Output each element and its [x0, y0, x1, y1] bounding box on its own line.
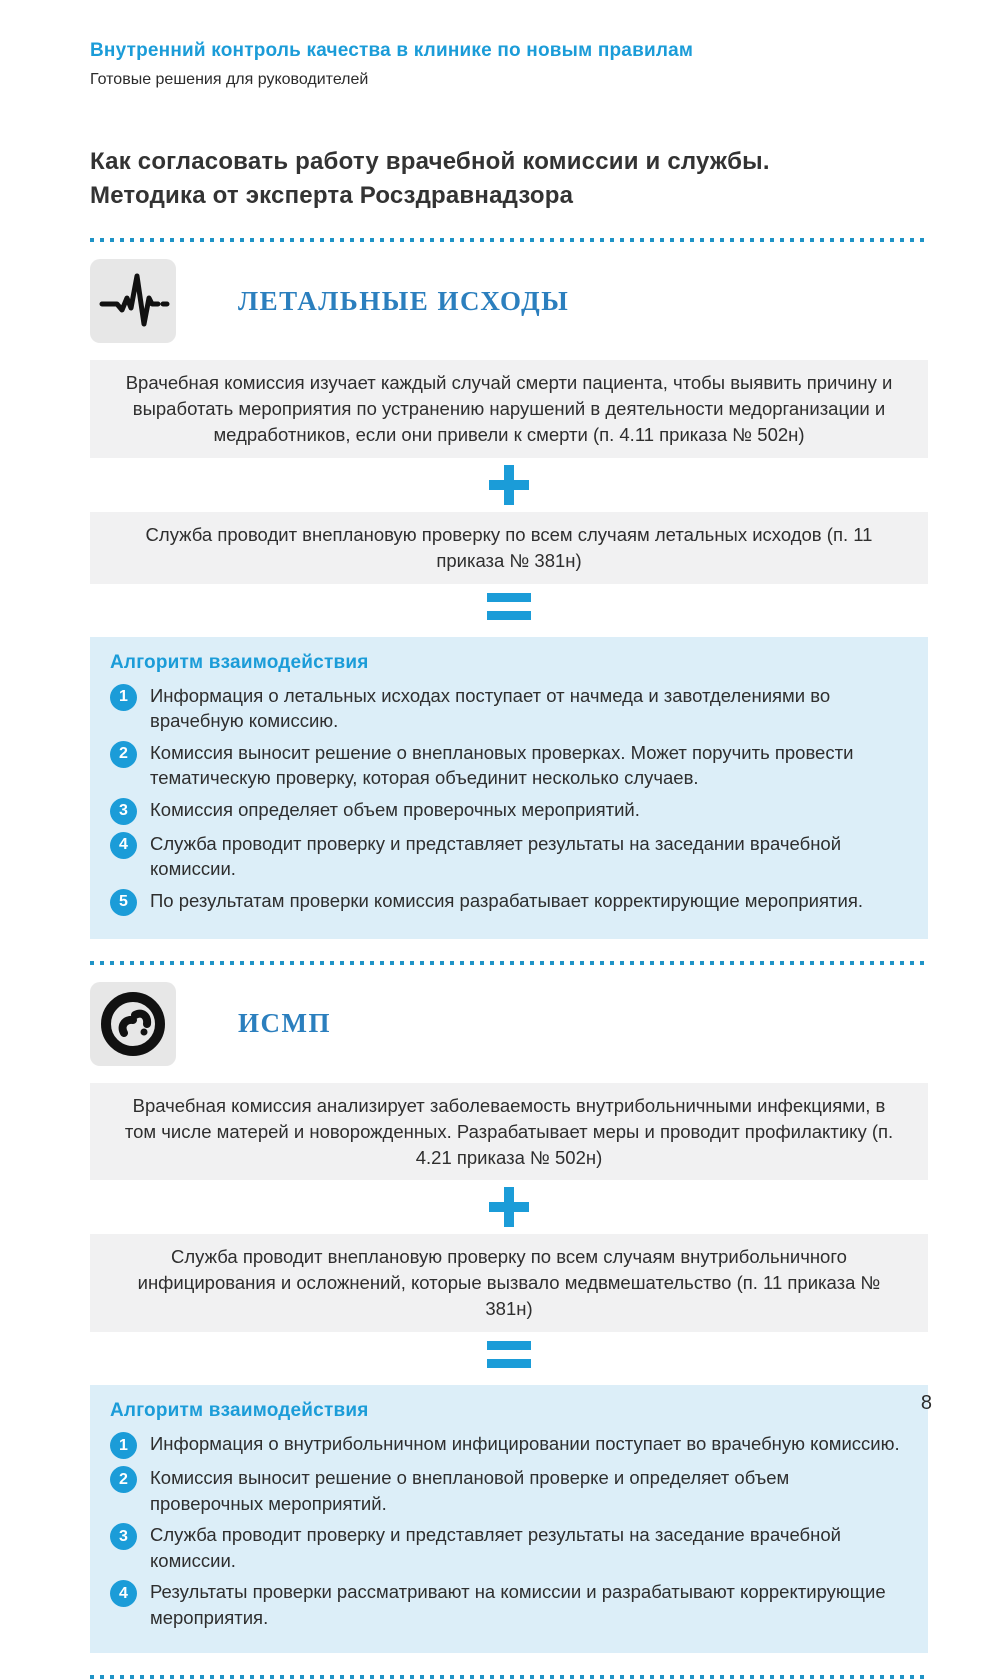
equals-icon — [487, 593, 531, 620]
section — [90, 982, 928, 1679]
equals-row — [90, 584, 928, 629]
section-heading: ЛЕТАЛЬНЫЕ ИСХОДЫ — [238, 285, 570, 316]
step-number-badge: 2 — [110, 741, 137, 768]
sections-host — [90, 259, 928, 1679]
step-number-badge: 3 — [110, 798, 137, 825]
algorithm-steps — [110, 683, 906, 916]
algorithm-box — [90, 1385, 928, 1653]
section-header — [90, 259, 928, 343]
dotted-separator — [90, 238, 928, 242]
algorithm-title: Алгоритм взаимодействия — [110, 1400, 369, 1422]
step-text: Комиссия определяет объем проверочных мероприятий. — [150, 798, 640, 820]
step-text: Комиссия выносит решение о внеплановых проверках. Может поручить провести тематическую проверку, которая объединит несколько случаев. — [150, 741, 854, 789]
publication-subtitle: Готовые решения для руководителей — [90, 71, 369, 88]
algorithm-step — [110, 1465, 906, 1516]
step-number-badge: 4 — [110, 832, 137, 859]
publication-title: Внутренний контроль качества в клинике по новым правилам — [90, 40, 694, 61]
section-header — [90, 982, 928, 1066]
article-title-line2: Методика от эксперта Росздравнадзора — [90, 181, 574, 209]
algorithm-step — [110, 888, 906, 916]
step-text: Информация о внутрибольничном инфицировании поступает во врачебную комиссию. — [150, 1433, 900, 1455]
step-text: Служба проводит проверку и представляет результаты на заседание врачебной комиссии. — [150, 1524, 841, 1571]
section-icon-tile — [90, 259, 176, 343]
step-number-badge: 4 — [110, 1580, 137, 1607]
plus-row — [90, 458, 928, 512]
step-text: По результатам проверки комиссия разрабатывает корректирующие мероприятия. — [150, 889, 863, 911]
algorithm-steps — [110, 1431, 906, 1630]
plus-icon — [489, 465, 529, 505]
bacteria-icon — [97, 988, 169, 1060]
step-number-badge: 2 — [110, 1466, 137, 1493]
step-text: Комиссия выносит решение о внеплановой проверке и определяет объем проверочных мероприятий. — [150, 1467, 790, 1514]
dotted-separator — [90, 961, 928, 965]
equals-row — [90, 1332, 928, 1377]
ecg-heartbeat-icon — [98, 266, 168, 336]
step-number-badge: 1 — [110, 684, 137, 711]
article-title — [90, 145, 928, 212]
equals-icon — [487, 1341, 531, 1368]
step-number-badge: 1 — [110, 1432, 137, 1459]
section-heading: ИСМП — [238, 1008, 331, 1039]
step-text: Результаты проверки рассматривают на комиссии и разрабатывают корректирующие мероприятия. — [150, 1581, 886, 1628]
algorithm-step — [110, 740, 906, 791]
article-title-line1: Как согласовать работу врачебной комиссии и службы. — [90, 148, 770, 175]
algorithm-step — [110, 831, 906, 882]
service-text-block: Служба проводит внеплановую проверку по всем случаям внутрибольничного инфицирования и осложнений, которые вызвало медвмешательство (п. 11 приказа № 381н) — [90, 1234, 928, 1332]
step-text: Служба проводит проверку и представляет результаты на заседании врачебной комиссии. — [150, 832, 842, 880]
service-text-block: Служба проводит внеплановую проверку по всем случаям летальных исходов (п. 11 приказа № 381н) — [90, 512, 928, 584]
algorithm-step — [110, 1579, 906, 1630]
page-number: 8 — [920, 1392, 932, 1414]
algorithm-box — [90, 637, 928, 939]
algorithm-step — [110, 1431, 906, 1459]
section — [90, 259, 928, 965]
algorithm-step — [110, 797, 906, 825]
algorithm-step — [110, 683, 906, 734]
commission-text-block: Врачебная комиссия анализирует заболеваемость внутрибольничными инфекциями, в том числе матерей и новорожденных. Разрабатывает меры и проводит профилактику (п. 4.21 приказа № 502н) — [90, 1083, 928, 1181]
plus-icon — [489, 1187, 529, 1227]
step-number-badge: 5 — [110, 889, 137, 916]
algorithm-title: Алгоритм взаимодействия — [110, 651, 369, 673]
dotted-separator — [90, 1675, 928, 1679]
section-icon-tile — [90, 982, 176, 1066]
commission-text-block: Врачебная комиссия изучает каждый случай смерти пациента, чтобы выявить причину и выработать мероприятия по устранению нарушений в деятельности медорганизации и медработников, если они привели к смерти (п. 4.11 приказа № 502н) — [90, 360, 928, 458]
plus-row — [90, 1180, 928, 1234]
step-text: Информация о летальных исходах поступает от начмеда и завотделениями во врачебную комиссию. — [150, 684, 831, 732]
algorithm-step — [110, 1522, 906, 1573]
step-number-badge: 3 — [110, 1523, 137, 1550]
